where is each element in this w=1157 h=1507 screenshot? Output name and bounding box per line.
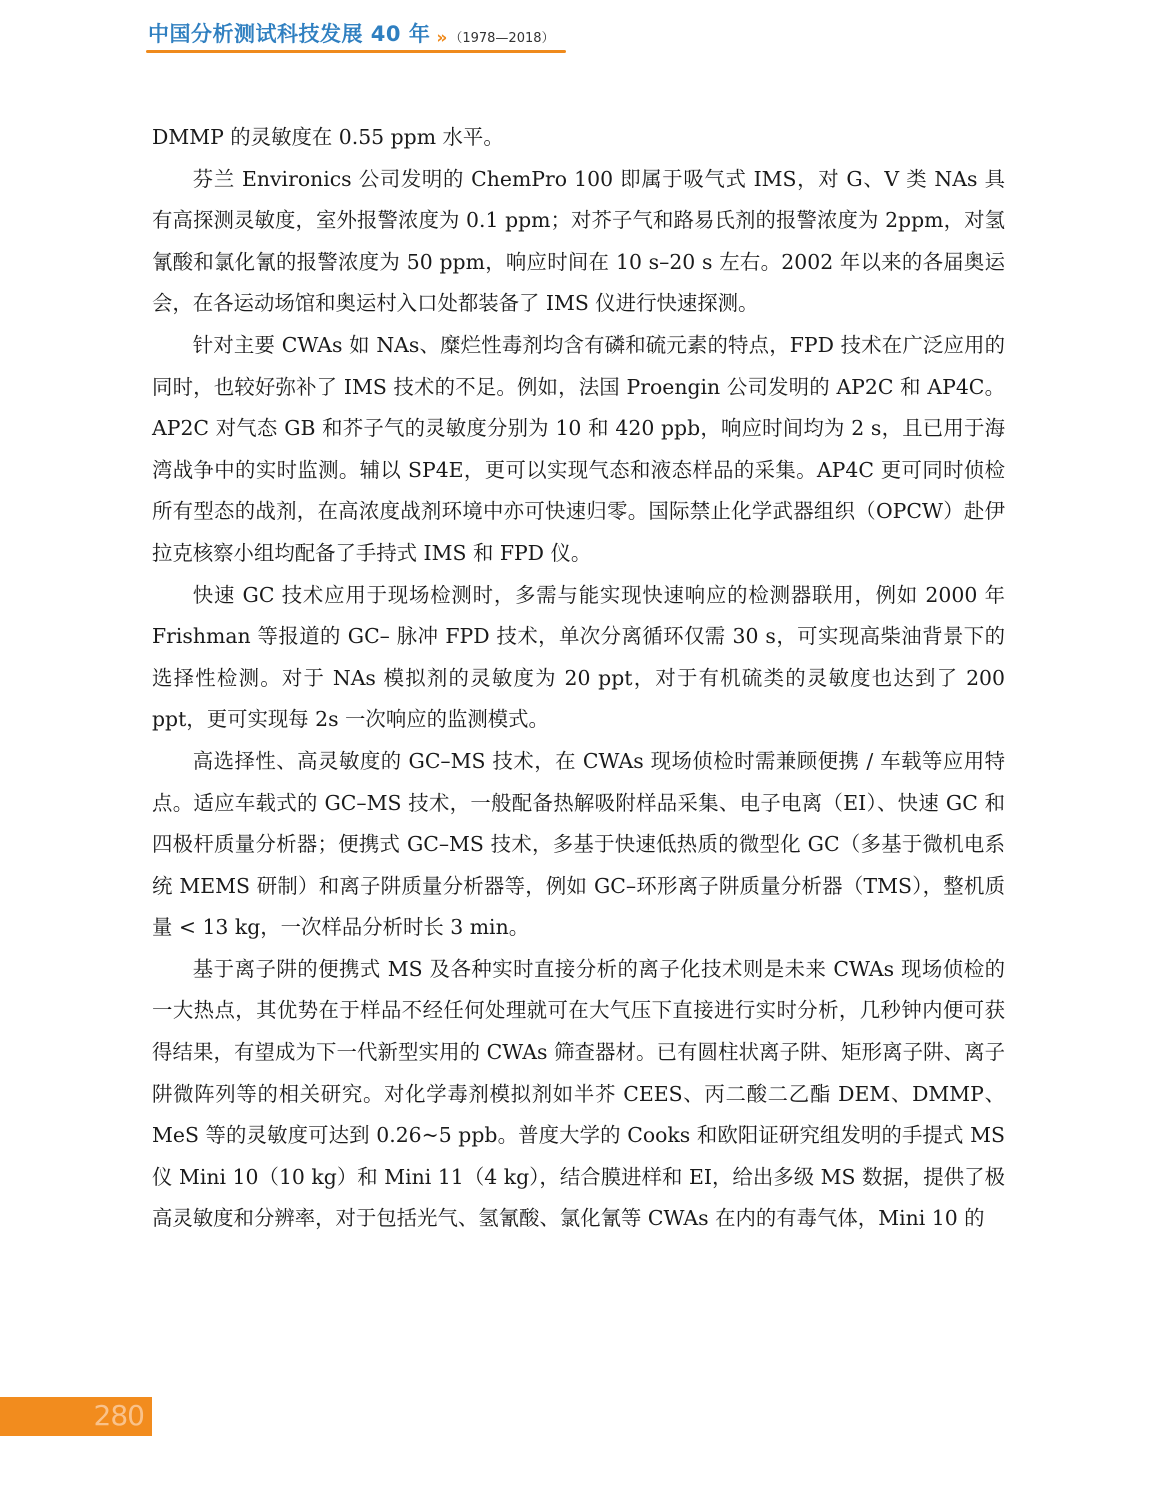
paragraph: 快速 GC 技术应用于现场检测时，多需与能实现快速响应的检测器联用，例如 2000 年 Frishman 等报道的 GC– 脉冲 FPD 技术，单次分离循环仅需 30 s，可实现高柴油背景下的选择性检测。对于 NAs 模拟剂的灵敏度为 20 ppt，对于有机硫类的灵敏度也达到了 200 ppt，更可实现每 2s 一次响应的监测模式。 bbox=[152, 582, 1005, 732]
paragraph-continued: DMMP 的灵敏度在 0.55 ppm 水平。 bbox=[152, 125, 504, 149]
page-number-badge bbox=[0, 1397, 152, 1436]
paragraph: 高选择性、高灵敏度的 GC–MS 技术，在 CWAs 现场侦检时需兼顾便携 / 车载等应用特点。适应车载式的 GC–MS 技术，一般配备热解吸附样品采集、电子电离（EI）、快速 GC 和四极杆质量分析器；便携式 GC–MS 技术，多基于快速低热质的微型化 GC（多基于微机电系统 MEMS 研制）和离子阱质量分析器等，例如 GC–环形离子阱质量分析器（TMS），整机质量 < 13 kg，一次样品分析时长 3 min。 bbox=[152, 748, 1005, 940]
page-number: 280 bbox=[93, 1399, 144, 1432]
book-title: 中国分析测试科技发展 40 年 bbox=[148, 22, 431, 46]
body-text bbox=[152, 117, 1005, 1240]
double-chevron-icon: » bbox=[436, 28, 446, 48]
paragraph: 基于离子阱的便携式 MS 及各种实时直接分析的离子化技术则是未来 CWAs 现场侦检的一大热点，其优势在于样品不经任何处理就可在大气压下直接进行实时分析，几秒钟内便可获得结果，有望成为下一代新型实用的 CWAs 筛查器材。已有圆柱状离子阱、矩形离子阱、离子阱微阵列等的相关研究。对化学毒剂模拟剂如半芥 CEES、丙二酸二乙酯 DEM、DMMP、MeS 等的灵敏度可达到 0.26~5 ppb。普度大学的 Cooks 和欧阳证研究组发明的手提式 MS 仪 Mini 10（10 kg）和 Mini 11（4 kg），结合膜进样和 EI，给出多级 MS 数据，提供了极高灵敏度和分辨率，对于包括光气、氢氰酸、氯化氰等 CWAs 在内的有毒气体，Mini 10 的 bbox=[152, 956, 1005, 1231]
running-header bbox=[148, 18, 555, 48]
header-divider bbox=[146, 50, 566, 53]
paragraph: 芬兰 Environics 公司发明的 ChemPro 100 即属于吸气式 IMS，对 G、V 类 NAs 具有高探测灵敏度，室外报警浓度为 0.1 ppm；对芥子气和路易氏剂的报警浓度为 2ppm，对氢氰酸和氯化氰的报警浓度为 50 ppm，响应时间在 10 s–20 s 左右。2002 年以来的各届奥运会，在各运动场馆和奥运村入口处都装备了 IMS 仪进行快速探测。 bbox=[152, 166, 1005, 316]
book-years: （1978—2018） bbox=[449, 31, 555, 46]
paragraph: 针对主要 CWAs 如 NAs、糜烂性毒剂均含有磷和硫元素的特点，FPD 技术在广泛应用的同时，也较好弥补了 IMS 技术的不足。例如，法国 Proengin 公司发明的 AP2C 和 AP4C。AP2C 对气态 GB 和芥子气的灵敏度分别为 10 和 420 ppb，响应时间均为 2 s，且已用于海湾战争中的实时监测。辅以 SP4E，更可以实现气态和液态样品的采集。AP4C 更可同时侦检所有型态的战剂，在高浓度战剂环境中亦可快速归零。国际禁止化学武器组织（OPCW）赴伊拉克核察小组均配备了手持式 IMS 和 FPD 仪。 bbox=[152, 332, 1005, 565]
